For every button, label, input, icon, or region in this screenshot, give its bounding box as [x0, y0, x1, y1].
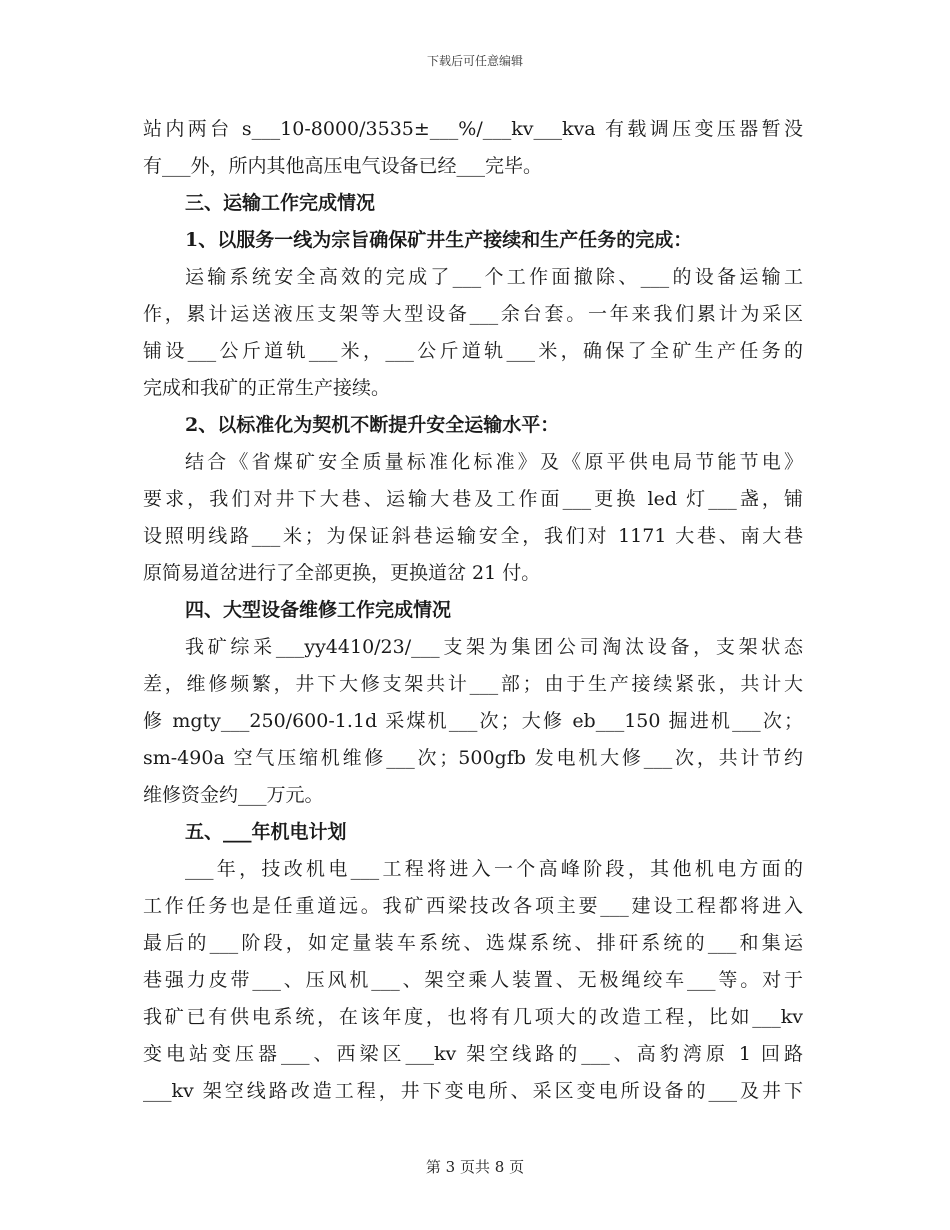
paragraph-line: 修 mgty___250/600-1.1d 采煤机___次；大修 eb___150 掘进机___次；: [143, 710, 803, 732]
document-body: [143, 111, 803, 1110]
page-footer: 第 3 页共 8 页: [425, 1158, 525, 1176]
paragraph-line: 要求，我们对井下大巷、运输大巷及工作面___更换 led 灯___盏，铺: [143, 488, 803, 510]
paragraph-line: 运输系统安全高效的完成了___个工作面撤除、___的设备运输工: [185, 266, 803, 288]
paragraph-line: 最后的___阶段，如定量装车系统、选煤系统、排矸系统的___和集运: [143, 932, 803, 954]
paragraph-line: ___年，技改机电___工程将进入一个高峰阶段，其他机电方面的: [185, 858, 803, 880]
paragraph-line: 完成和我矿的正常生产接续。: [143, 377, 391, 399]
paragraph-line: ___kv 架空线路改造工程，井下变电所、采区变电所设备的___及井下: [143, 1080, 803, 1102]
paragraph-line: sm-490a 空气压缩机维修___次；500gfb 发电机大修___次，共计节约: [143, 747, 803, 769]
paragraph-line: 设照明线路___米；为保证斜巷运输安全，我们对 1171 大巷、南大巷: [143, 525, 803, 547]
paragraph-line: 变电站变压器___、西梁区___kv 架空线路的___、高豹湾原 1 回路: [143, 1043, 803, 1065]
paragraph-line: 我矿已有供电系统，在该年度，也将有几项大的改造工程，比如___kv: [143, 1006, 803, 1028]
paragraph-line: 铺设___公斤道轨___米，___公斤道轨___米，确保了全矿生产任务的: [143, 340, 803, 362]
paragraph-line: 我矿综采___yy4410/23/___支架为集团公司淘汰设备，支架状态: [185, 636, 803, 658]
paragraph-line: 有___外，所内其他高压电气设备已经___完毕。: [143, 155, 543, 177]
paragraph-line: 维修资金约___万元。: [143, 784, 324, 806]
paragraph-line: 工作任务也是任重道远。我矿西梁技改各项主要___建设工程都将进入: [143, 895, 803, 917]
paragraph-line: 巷强力皮带___、压风机___、架空乘人装置、无极绳绞车___等。对于: [143, 969, 803, 991]
paragraph-line: 原简易道岔进行了全部更换，更换道岔 21 付。: [143, 562, 541, 584]
section-heading: 三、运输工作完成情况: [185, 192, 376, 214]
subsection-heading: 2、以标准化为契机不断提升安全运输水平：: [185, 414, 560, 436]
paragraph-line: 站内两台 s___10-8000/3535±___%/___kv___kva 有载调压变压器暂没: [143, 118, 803, 140]
page-header: 下载后可任意编辑: [426, 54, 523, 68]
subsection-heading: 1、以服务一线为宗旨确保矿井生产接续和生产任务的完成：: [185, 229, 693, 251]
paragraph-line: 作，累计运送液压支架等大型设备___余台套。一年来我们累计为采区: [143, 303, 803, 325]
paragraph-line: 结合《省煤矿安全质量标准化标准》及《原平供电局节能节电》: [185, 451, 803, 473]
paragraph-line: 差，维修频繁，井下大修支架共计___部；由于生产接续紧张，共计大: [143, 673, 803, 695]
section-heading: 五、___年机电计划: [185, 821, 347, 843]
section-heading: 四、大型设备维修工作完成情况: [185, 599, 452, 621]
